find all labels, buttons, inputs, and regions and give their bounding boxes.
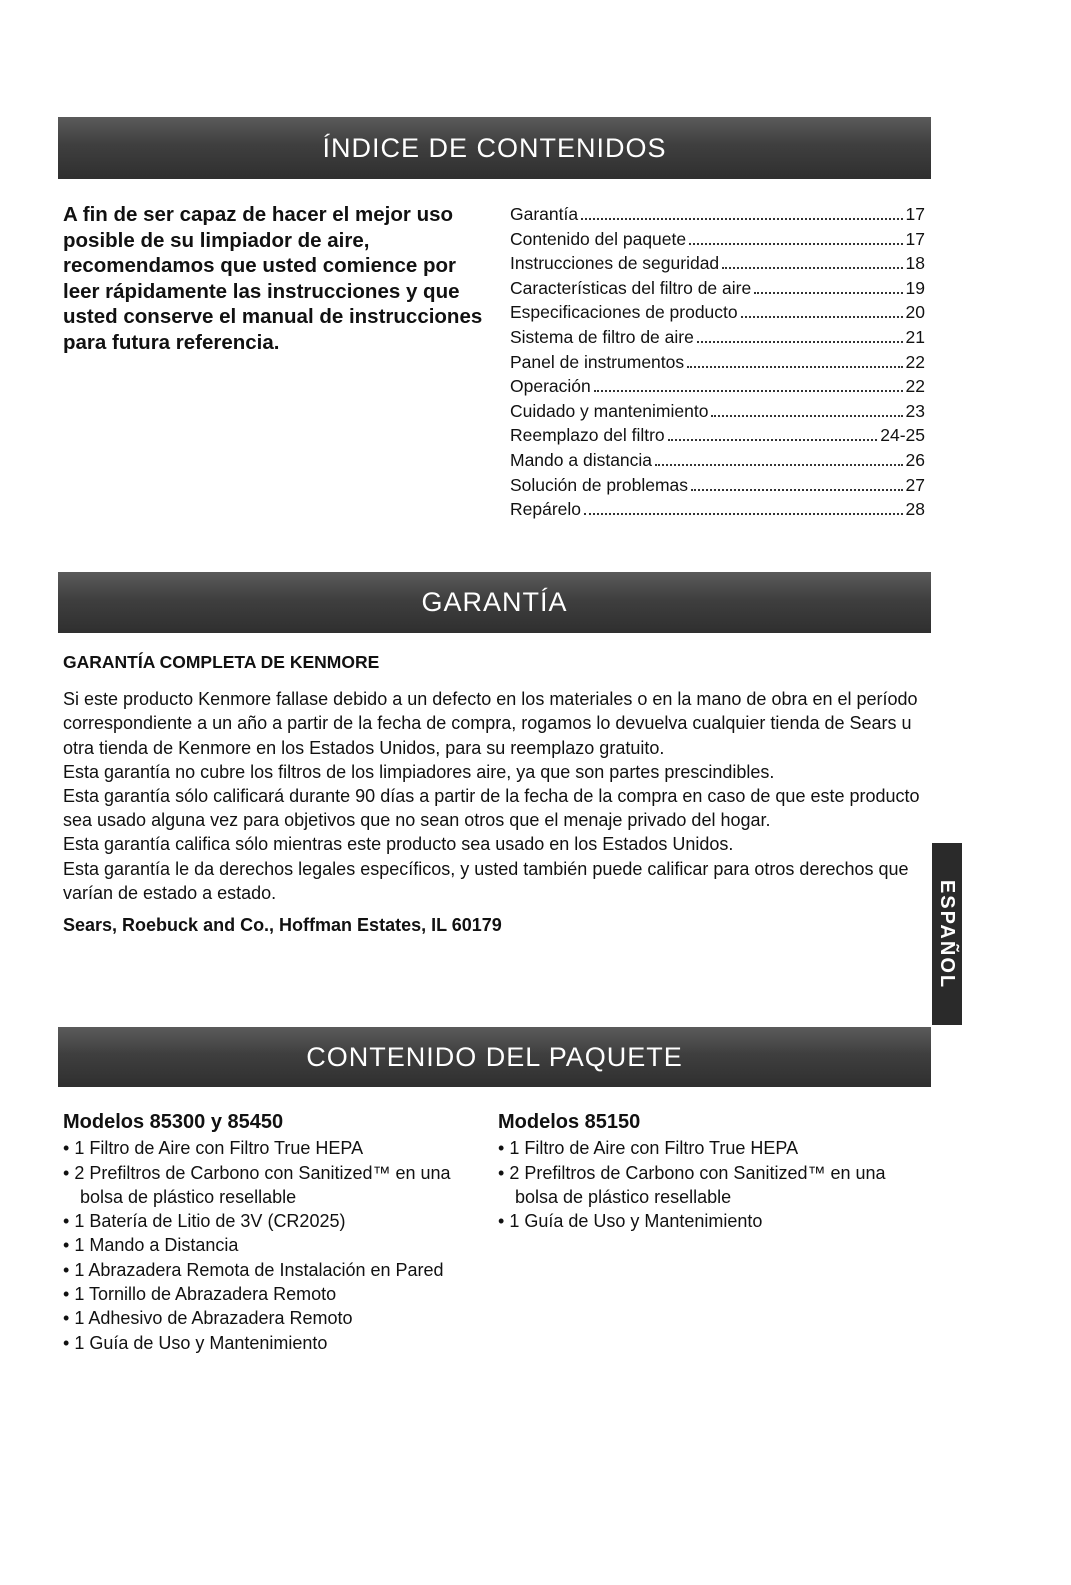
list-item: • 1 Abrazadera Remota de Instalación en Pared	[63, 1258, 483, 1282]
toc-item-page: 20	[905, 302, 925, 323]
toc-item-page: 18	[905, 253, 925, 274]
package-heading: CONTENIDO DEL PAQUETE	[306, 1042, 683, 1072]
toc-item-label: Garantía	[510, 204, 579, 224]
toc-leader-dots	[754, 292, 902, 294]
toc-leader-dots	[697, 341, 903, 343]
warranty-heading-banner	[58, 572, 931, 633]
toc-item-page: 24-25	[880, 425, 925, 446]
toc-item-page: 23	[905, 400, 925, 421]
toc-item-label: Especificaciones de producto	[510, 302, 738, 323]
toc-leader-dots	[594, 390, 903, 392]
toc-item-label: Reemplazo del filtro	[510, 425, 665, 446]
warranty-section	[63, 650, 925, 937]
toc-item-page: 22	[905, 351, 925, 372]
list-item: • 1 Guía de Uso y Mantenimiento	[498, 1209, 918, 1233]
toc-leader-dots	[689, 243, 902, 245]
toc-leader-dots	[584, 513, 903, 515]
warranty-heading: GARANTÍA	[421, 587, 568, 617]
toc-item[interactable]	[510, 497, 925, 522]
toc-item-label: Repárelo	[510, 499, 582, 520]
toc-item[interactable]	[510, 227, 925, 252]
toc-item-page: 27	[905, 474, 925, 495]
toc-item[interactable]	[510, 325, 925, 350]
toc-item-page: 19	[905, 277, 925, 298]
toc-item-page: 22	[905, 376, 925, 397]
toc-item[interactable]	[510, 350, 925, 375]
list-item: • 2 Prefiltros de Carbono con Sanitized™ en una bolsa de plástico resellable	[498, 1161, 918, 1210]
list-item: • 1 Adhesivo de Abrazadera Remoto	[63, 1306, 483, 1330]
toc-item[interactable]	[510, 276, 925, 301]
package-column-models-85300-85450	[63, 1110, 483, 1355]
toc-item-label: Mando a distancia	[510, 449, 653, 470]
toc-item-page: 17	[905, 204, 925, 224]
toc-item-label: Cuidado y mantenimiento	[510, 400, 709, 421]
toc-leader-dots	[711, 415, 902, 417]
toc-heading-banner	[58, 117, 931, 179]
toc-item-label: Operación	[510, 376, 591, 397]
list-item: • 1 Batería de Litio de 3V (CR2025)	[63, 1209, 483, 1233]
toc-item[interactable]	[510, 448, 925, 473]
package-items-list	[498, 1136, 918, 1233]
toc-leader-dots	[722, 267, 902, 269]
toc-leader-dots	[741, 316, 903, 318]
list-item: • 1 Guía de Uso y Mantenimiento	[63, 1331, 483, 1355]
toc-leader-dots	[581, 218, 902, 220]
toc-item-label: Instrucciones de seguridad	[510, 253, 720, 274]
toc-item-label: Características del filtro de aire	[510, 277, 752, 298]
toc-item[interactable]	[510, 202, 925, 227]
toc-item-page: 26	[905, 449, 925, 470]
toc-item-label: Solución de problemas	[510, 474, 689, 495]
toc-item-page: 21	[905, 326, 925, 347]
language-label: ESPAÑOL	[936, 879, 959, 989]
list-item: • 1 Filtro de Aire con Filtro True HEPA	[498, 1136, 918, 1160]
language-side-tab	[932, 843, 962, 1025]
toc-leader-dots	[687, 366, 902, 368]
package-column-models-85150	[498, 1110, 918, 1233]
package-items-list	[63, 1136, 483, 1355]
list-item: • 1 Mando a Distancia	[63, 1233, 483, 1257]
toc-item[interactable]	[510, 374, 925, 399]
list-item: • 1 Filtro de Aire con Filtro True HEPA	[63, 1136, 483, 1160]
warranty-paragraph: Esta garantía sólo calificará durante 90 días a partir de la fecha de la compra en caso de que este producto sea usado alguna vez para objetivos que no sean otros que el menaje privado del hogar.	[63, 786, 920, 831]
warranty-paragraph: Esta garantía le da derechos legales específicos, y usted también puede calificar para otros derechos que varían de estado a estado.	[63, 858, 909, 903]
toc-item[interactable]	[510, 251, 925, 276]
toc-heading: ÍNDICE DE CONTENIDOS	[322, 133, 667, 163]
warranty-address: Sears, Roebuck and Co., Hoffman Estates, IL 60179	[63, 915, 502, 936]
toc-item-label: Panel de instrumentos	[510, 351, 685, 372]
package-column-title: Modelos 85300 y 85450	[63, 1111, 284, 1133]
package-heading-banner	[58, 1027, 931, 1087]
toc-item[interactable]	[510, 399, 925, 424]
toc-leader-dots	[691, 489, 903, 491]
warranty-paragraph: Esta garantía califica sólo mientras este producto sea usado en los Estados Unidos.	[63, 834, 734, 855]
table-of-contents	[510, 202, 925, 522]
warranty-title: GARANTÍA COMPLETA DE KENMORE	[63, 652, 380, 672]
toc-leader-dots	[668, 439, 878, 441]
toc-item[interactable]	[510, 423, 925, 448]
warranty-paragraph: Esta garantía no cubre los filtros de los limpiadores aire, ya que son partes prescindibles.	[63, 761, 775, 782]
toc-leader-dots	[655, 464, 902, 466]
toc-item-label: Contenido del paquete	[510, 228, 687, 249]
intro-text: A fin de ser capaz de hacer el mejor uso posible de su limpiador de aire, recomendamos que usted comience por leer rápidamente las instrucciones y que usted conserve el manual de instrucciones para futura referencia.	[63, 203, 483, 354]
toc-item-page: 28	[905, 499, 925, 520]
toc-item[interactable]	[510, 473, 925, 498]
list-item: • 2 Prefiltros de Carbono con Sanitized™ en una bolsa de plástico resellable	[63, 1161, 483, 1210]
package-column-title: Modelos 85150	[498, 1111, 641, 1133]
list-item: • 1 Tornillo de Abrazadera Remoto	[63, 1282, 483, 1306]
toc-item-label: Sistema de filtro de aire	[510, 326, 694, 347]
warranty-paragraph: Si este producto Kenmore fallase debido a un defecto en los materiales o en la mano de obra en el período correspondiente a un año a partir de la fecha de compra, rogamos lo devuelva cualquier tienda de Sears u otra tienda de Kenmore en los Estados Unidos, para su reemplazo gratuito.	[63, 689, 918, 758]
toc-item[interactable]	[510, 300, 925, 325]
toc-item-page: 17	[905, 228, 925, 249]
